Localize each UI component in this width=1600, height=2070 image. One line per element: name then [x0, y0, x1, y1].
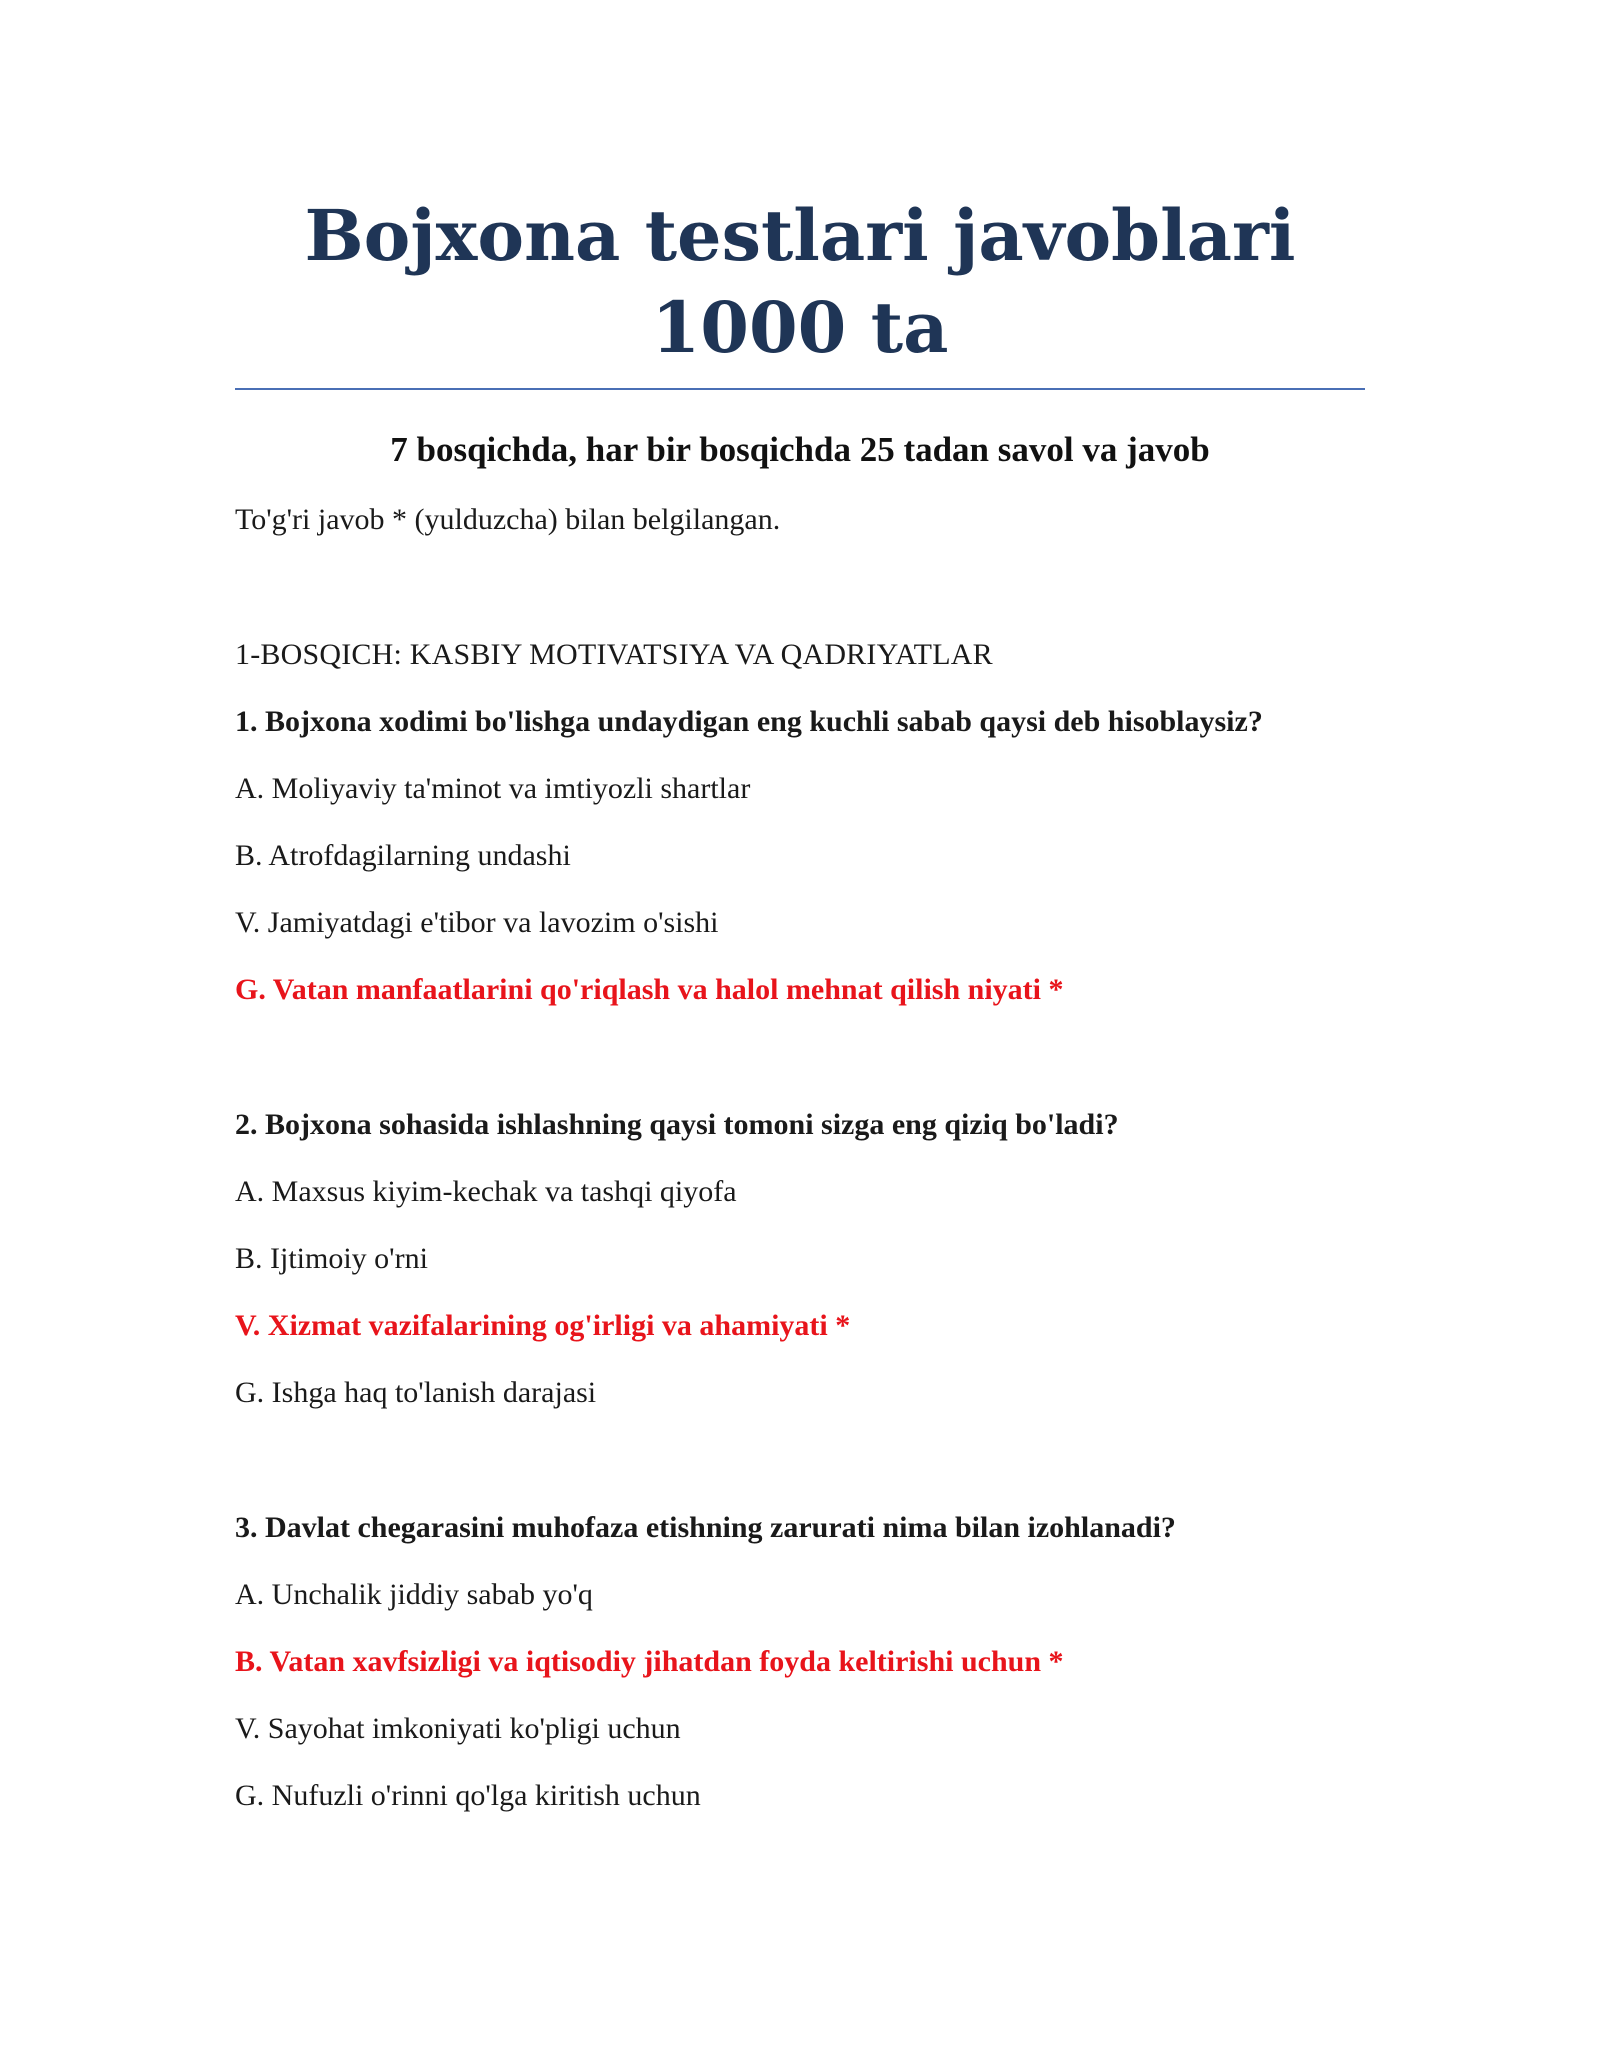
question-1	[235, 702, 1365, 1010]
document-subtitle: 7 bosqichda, har bir bosqichda 25 tadan savol va javob	[390, 430, 1210, 469]
answer-option: B. Atrofdagilarning undashi	[235, 839, 571, 872]
document-title: Bojxona testlari javoblari 1000 ta	[235, 190, 1365, 390]
answer-option: V. Sayohat imkoniyati ko'pligi uchun	[235, 1712, 681, 1745]
answer-key-note: To'g'ri javob * (yulduzcha) bilan belgilangan.	[235, 503, 781, 536]
document-page	[235, 190, 1365, 1816]
question-2	[235, 1105, 1365, 1413]
answer-option: G. Nufuzli o'rinni qo'lga kiritish uchun	[235, 1779, 701, 1812]
answer-option: A. Maxsus kiyim-kechak va tashqi qiyofa	[235, 1175, 737, 1208]
correct-answer-option: V. Xizmat vazifalarining og'irligi va ahamiyati *	[235, 1309, 851, 1342]
answer-option: V. Jamiyatdagi e'tibor va lavozim o'sishi	[235, 906, 719, 939]
correct-answer-option: G. Vatan manfaatlarini qo'riqlash va halol mehnat qilish niyati *	[235, 973, 1064, 1006]
answer-option: A. Unchalik jiddiy sabab yo'q	[235, 1578, 593, 1611]
question-text: 3. Davlat chegarasini muhofaza etishning zarurati nima bilan izohlanadi?	[235, 1511, 1176, 1544]
answer-option: G. Ishga haq to'lanish darajasi	[235, 1376, 597, 1409]
question-text: 1. Bojxona xodimi bo'lishga undaydigan eng kuchli sabab qaysi deb hisoblaysiz?	[235, 705, 1263, 738]
answer-option: A. Moliyaviy ta'minot va imtiyozli shartlar	[235, 772, 751, 805]
correct-answer-option: B. Vatan xavfsizligi va iqtisodiy jihatdan foyda keltirishi uchun *	[235, 1645, 1064, 1678]
answer-option: B. Ijtimoiy o'rni	[235, 1242, 428, 1275]
question-3	[235, 1508, 1365, 1816]
stage-heading: 1-BOSQICH: KASBIY MOTIVATSIYA VA QADRIYATLAR	[235, 638, 993, 671]
question-text: 2. Bojxona sohasida ishlashning qaysi tomoni sizga eng qiziq bo'ladi?	[235, 1108, 1119, 1141]
